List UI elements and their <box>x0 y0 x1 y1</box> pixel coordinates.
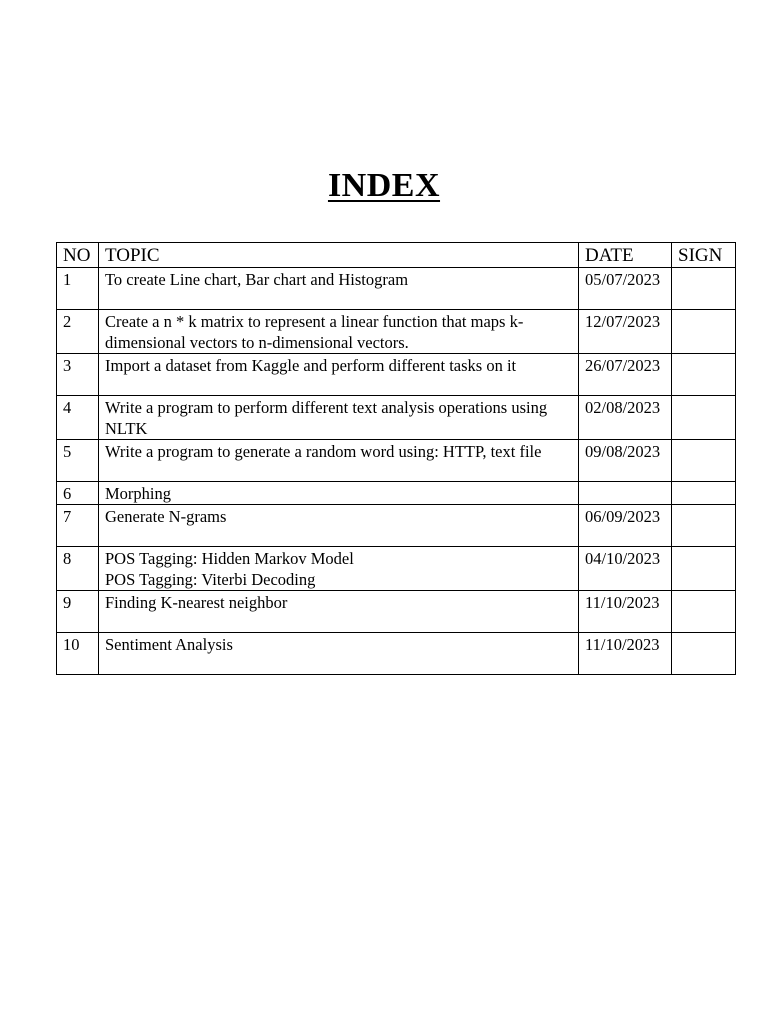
row-date: 11/10/2023 <box>579 591 672 633</box>
row-date: 04/10/2023 <box>579 547 672 591</box>
row-no: 5 <box>57 440 99 482</box>
row-date: 26/07/2023 <box>579 354 672 396</box>
row-topic: Import a dataset from Kaggle and perform different tasks on it <box>99 354 579 396</box>
row-date: 06/09/2023 <box>579 505 672 547</box>
row-topic: Create a n * k matrix to represent a linear function that maps k-dimensional vectors to n-dimensional vectors. <box>99 310 579 354</box>
table-row <box>57 440 736 482</box>
row-no: 2 <box>57 310 99 354</box>
row-sign <box>672 396 736 440</box>
table-header-row <box>57 243 736 268</box>
header-topic: TOPIC <box>99 243 579 268</box>
table-row <box>57 482 736 505</box>
row-date: 09/08/2023 <box>579 440 672 482</box>
row-topic-line: POS Tagging: Viterbi Decoding <box>105 570 316 589</box>
row-sign <box>672 547 736 591</box>
row-topic: Generate N-grams <box>99 505 579 547</box>
table-row <box>57 591 736 633</box>
row-no: 4 <box>57 396 99 440</box>
row-sign <box>672 354 736 396</box>
page-title: INDEX <box>327 167 441 204</box>
header-no: NO <box>57 243 99 268</box>
row-date: 05/07/2023 <box>579 268 672 310</box>
row-sign <box>672 268 736 310</box>
row-sign <box>672 633 736 675</box>
row-topic-multiline <box>99 547 579 591</box>
row-topic: Morphing <box>99 482 579 505</box>
table-row <box>57 396 736 440</box>
row-topic: Write a program to perform different text analysis operations using NLTK <box>99 396 579 440</box>
table-row <box>57 354 736 396</box>
table-row <box>57 633 736 675</box>
row-date: 12/07/2023 <box>579 310 672 354</box>
row-topic-line: POS Tagging: Hidden Markov Model <box>105 549 354 568</box>
row-date: 11/10/2023 <box>579 633 672 675</box>
row-no: 1 <box>57 268 99 310</box>
row-date <box>579 482 672 505</box>
table-row <box>57 547 736 591</box>
row-no: 8 <box>57 547 99 591</box>
row-topic: To create Line chart, Bar chart and Histogram <box>99 268 579 310</box>
header-date: DATE <box>579 243 672 268</box>
row-sign <box>672 310 736 354</box>
row-no: 10 <box>57 633 99 675</box>
row-date: 02/08/2023 <box>579 396 672 440</box>
row-topic: Sentiment Analysis <box>99 633 579 675</box>
table-row <box>57 505 736 547</box>
row-sign <box>672 591 736 633</box>
index-table <box>56 242 736 675</box>
row-no: 3 <box>57 354 99 396</box>
row-sign <box>672 482 736 505</box>
row-topic: Finding K-nearest neighbor <box>99 591 579 633</box>
row-no: 6 <box>57 482 99 505</box>
row-sign <box>672 505 736 547</box>
row-sign <box>672 440 736 482</box>
row-topic: Write a program to generate a random word using: HTTP, text file <box>99 440 579 482</box>
header-sign: SIGN <box>672 243 736 268</box>
row-no: 7 <box>57 505 99 547</box>
table-row <box>57 268 736 310</box>
table-row <box>57 310 736 354</box>
row-no: 9 <box>57 591 99 633</box>
